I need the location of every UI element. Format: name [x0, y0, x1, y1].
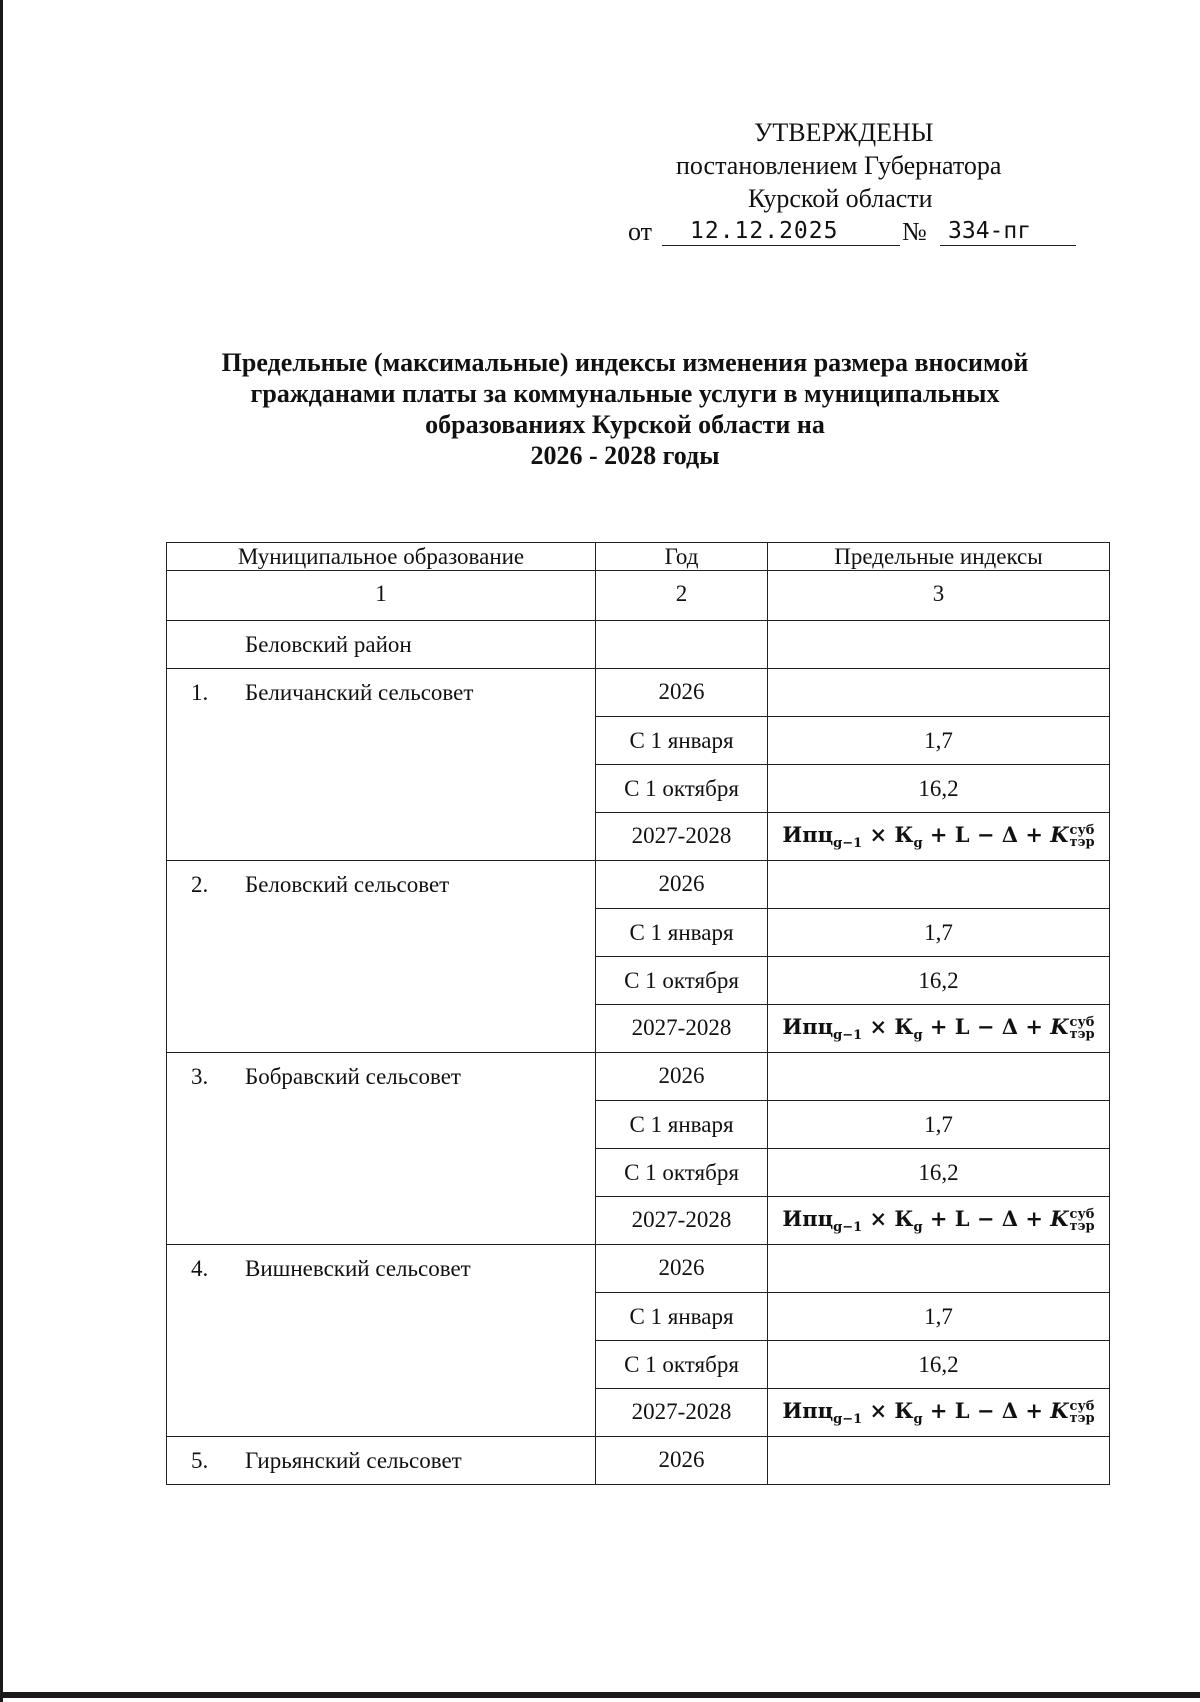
- index-value-cell: [768, 1053, 1110, 1101]
- formula-k: К: [894, 822, 914, 847]
- formula-kt-subscript: тэр: [1069, 834, 1095, 850]
- index-value-cell: [768, 669, 1110, 717]
- index-value-cell: 16,2: [768, 957, 1110, 1005]
- formula-cpi: Ипц: [782, 1398, 834, 1423]
- formula-kt: K: [1050, 1398, 1069, 1423]
- index-value-cell: 1,7: [768, 909, 1110, 957]
- number-label: №: [902, 217, 927, 246]
- title-line-1: Предельные (максимальные) индексы изменения размера вносимой: [221, 348, 1029, 377]
- period-cell: 2026: [596, 1245, 768, 1293]
- formula-k-subscript: g: [913, 1412, 923, 1427]
- index-value-cell: [768, 1437, 1110, 1485]
- formula-kt-indices: [1069, 1398, 1095, 1426]
- formula-kt-superscript: суб: [1069, 1398, 1095, 1414]
- indices-table: [166, 542, 1110, 1485]
- index-value-cell: 1,7: [768, 1101, 1110, 1149]
- formula-cpi: Ипц: [782, 1014, 834, 1039]
- period-cell: С 1 января: [596, 909, 768, 957]
- municipality-name: Бобравский сельсовет: [245, 1064, 461, 1089]
- scan-edge-left: [0, 0, 3, 1702]
- municipality-number: 3.: [191, 1064, 209, 1089]
- formula-k-subscript: g: [913, 836, 923, 851]
- formula-times: ×: [862, 1398, 895, 1423]
- date-label: от: [628, 217, 653, 246]
- period-cell: С 1 января: [596, 717, 768, 765]
- formula-kt-indices: [1069, 1206, 1095, 1234]
- period-cell: 2026: [596, 861, 768, 909]
- municipality-cell: [167, 669, 596, 861]
- formula-cpi-subscript: g−1: [833, 1028, 863, 1043]
- index-formula: [782, 1014, 1095, 1043]
- formula-times: ×: [862, 1014, 895, 1039]
- table-row: [167, 669, 1110, 717]
- municipality-number: 1.: [191, 680, 209, 705]
- table-header-row: [167, 543, 1110, 571]
- formula-k: К: [894, 1206, 914, 1231]
- district-row: [167, 621, 1110, 669]
- formula-k-subscript: g: [913, 1220, 923, 1235]
- municipality-cell: [167, 1053, 596, 1245]
- index-formula: [782, 1398, 1095, 1427]
- formula-l-delta: + L − Δ +: [922, 822, 1051, 847]
- municipality-cell: [167, 1245, 596, 1437]
- table-row: [167, 1245, 1110, 1293]
- formula-kt: K: [1050, 822, 1069, 847]
- period-cell: С 1 октября: [596, 1341, 768, 1389]
- formula-kt: K: [1050, 1014, 1069, 1039]
- period-cell: 2027-2028: [596, 1197, 768, 1245]
- formula-cpi: Ипц: [782, 822, 834, 847]
- municipality-cell: [167, 1437, 596, 1485]
- formula-l-delta: + L − Δ +: [922, 1398, 1051, 1423]
- formula-cpi-subscript: g−1: [833, 1412, 863, 1427]
- approval-region: Курской области: [748, 184, 933, 213]
- formula-times: ×: [862, 822, 895, 847]
- index-value-cell: 16,2: [768, 765, 1110, 813]
- formula-l-delta: + L − Δ +: [922, 1206, 1051, 1231]
- table-row: [167, 861, 1110, 909]
- formula-cpi-subscript: g−1: [833, 1220, 863, 1235]
- district-year-empty: [596, 621, 768, 669]
- municipality-name: Вишневский сельсовет: [245, 1256, 471, 1281]
- district-name: Беловский район: [167, 621, 596, 669]
- formula-cpi-subscript: g−1: [833, 836, 863, 851]
- index-formula-cell: [768, 1389, 1110, 1437]
- decree-date: 12.12.2025: [662, 215, 900, 246]
- period-cell: 2026: [596, 669, 768, 717]
- column-number-row: [167, 571, 1110, 621]
- formula-k: К: [894, 1014, 914, 1039]
- formula-kt-subscript: тэр: [1069, 1410, 1095, 1426]
- decree-number: 334-пг: [940, 215, 1076, 246]
- index-value-cell: 1,7: [768, 1293, 1110, 1341]
- table-row: [167, 1437, 1110, 1485]
- column-number-1: 1: [167, 571, 596, 621]
- formula-kt-subscript: тэр: [1069, 1026, 1095, 1042]
- formula-kt: K: [1050, 1206, 1069, 1231]
- formula-kt-superscript: суб: [1069, 1206, 1095, 1222]
- municipality-number: 4.: [191, 1256, 209, 1281]
- index-value-cell: [768, 861, 1110, 909]
- formula-kt-superscript: суб: [1069, 822, 1095, 838]
- index-formula-cell: [768, 1197, 1110, 1245]
- document-title: [140, 347, 1110, 471]
- municipality-name: Гирьянский сельсовет: [245, 1448, 462, 1473]
- municipality-name: Беличанский сельсовет: [245, 680, 474, 705]
- period-cell: С 1 октября: [596, 1149, 768, 1197]
- municipality-name: Беловский сельсовет: [245, 872, 450, 897]
- table-row: [167, 1053, 1110, 1101]
- title-line-2: гражданами платы за коммунальные услуги в муниципальных: [250, 379, 1000, 408]
- column-number-3: 3: [768, 571, 1110, 621]
- formula-k: К: [894, 1398, 914, 1423]
- title-line-4: 2026 - 2028 годы: [530, 441, 720, 470]
- formula-cpi: Ипц: [782, 1206, 834, 1231]
- period-cell: 2027-2028: [596, 1389, 768, 1437]
- header-year: Год: [596, 543, 768, 571]
- formula-times: ×: [862, 1206, 895, 1231]
- index-value-cell: 16,2: [768, 1149, 1110, 1197]
- municipality-cell: [167, 861, 596, 1053]
- formula-kt-indices: [1069, 822, 1095, 850]
- index-formula-cell: [768, 813, 1110, 861]
- header-indices: Предельные индексы: [768, 543, 1110, 571]
- period-cell: С 1 октября: [596, 957, 768, 1005]
- approval-title: УТВЕРЖДЕНЫ: [754, 118, 934, 147]
- period-cell: 2026: [596, 1053, 768, 1101]
- period-cell: 2027-2028: [596, 813, 768, 861]
- scan-edge-bottom: [0, 1692, 1200, 1698]
- period-cell: С 1 октября: [596, 765, 768, 813]
- column-number-2: 2: [596, 571, 768, 621]
- index-formula-cell: [768, 1005, 1110, 1053]
- formula-kt-superscript: суб: [1069, 1014, 1095, 1030]
- district-index-empty: [768, 621, 1110, 669]
- title-line-3: образованиях Курской области на: [425, 410, 825, 439]
- approval-authority: постановлением Губернатора: [676, 151, 1002, 180]
- municipality-number: 2.: [191, 872, 209, 897]
- formula-k-subscript: g: [913, 1028, 923, 1043]
- formula-kt-indices: [1069, 1014, 1095, 1042]
- approval-block: [600, 116, 1100, 248]
- index-value-cell: 16,2: [768, 1341, 1110, 1389]
- period-cell: С 1 января: [596, 1101, 768, 1149]
- index-value-cell: [768, 1245, 1110, 1293]
- index-formula: [782, 1206, 1095, 1235]
- period-cell: 2027-2028: [596, 1005, 768, 1053]
- municipality-number: 5.: [191, 1448, 209, 1473]
- period-cell: С 1 января: [596, 1293, 768, 1341]
- formula-kt-subscript: тэр: [1069, 1218, 1095, 1234]
- formula-l-delta: + L − Δ +: [922, 1014, 1051, 1039]
- index-value-cell: 1,7: [768, 717, 1110, 765]
- period-cell: 2026: [596, 1437, 768, 1485]
- header-municipality: Муниципальное образование: [167, 543, 596, 571]
- index-formula: [782, 822, 1095, 851]
